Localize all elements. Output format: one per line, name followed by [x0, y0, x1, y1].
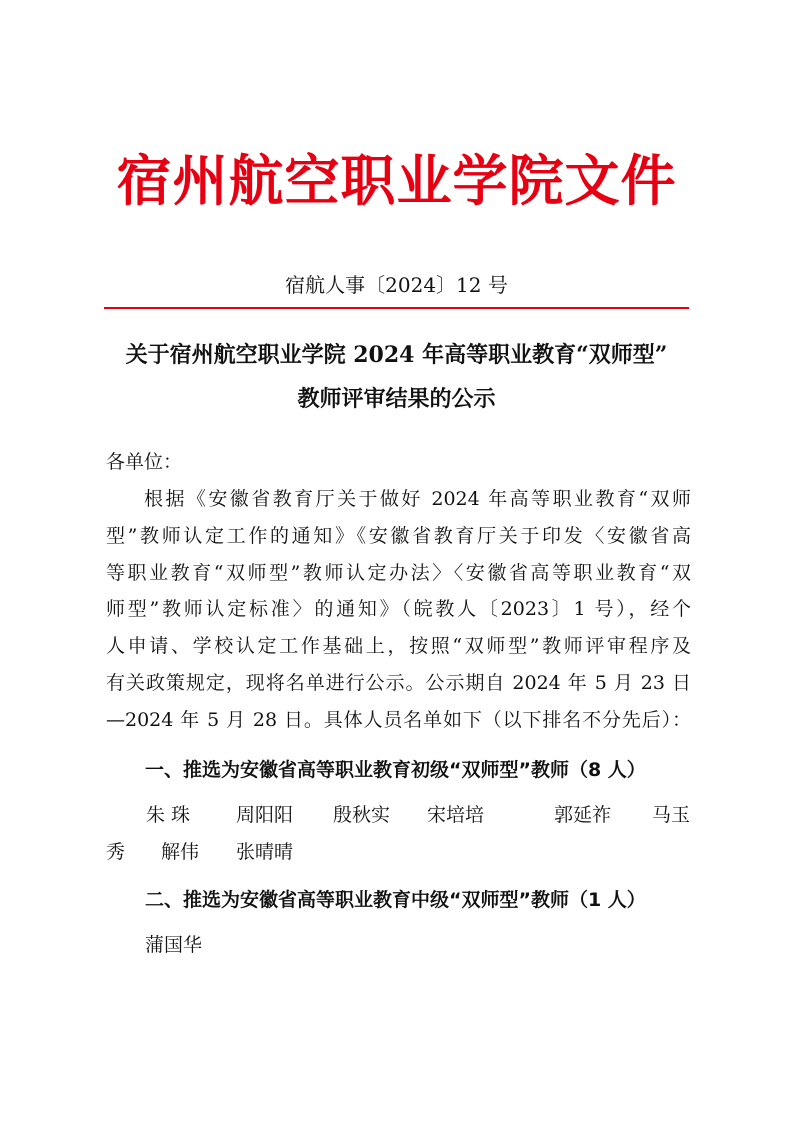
paragraph-line: 型”教师认定工作的通知》《安徽省教育厅关于印发〈安徽省高 [106, 524, 691, 547]
teacher-name: 宋培培 [427, 804, 485, 826]
masthead-title: 宿州航空职业学院文件 [116, 148, 677, 213]
teacher-name: 殷秋实 [333, 804, 391, 826]
teacher-name: 张晴晴 [236, 841, 294, 863]
document-number: 宿航人事〔2024〕12 号 [285, 273, 508, 297]
paragraph-line: 根据《安徽省教育厅关于做好 2024 年高等职业教育“双师 [144, 488, 691, 510]
teacher-name: 解伟 [161, 841, 200, 863]
title-line-1: 关于宿州航空职业学院 2024 年高等职业教育“双师型” [125, 342, 668, 368]
document-title [80, 333, 713, 421]
teacher-name: 秀 [106, 841, 126, 863]
paragraph-line: 等职业教育“双师型”教师认定办法〉〈安徽省高等职业教育“双 [106, 561, 691, 584]
paragraph-line: 人申请、学校认定工作基础上，按照“双师型”教师评审程序及 [106, 635, 691, 658]
teacher-name: 朱 珠 [146, 804, 191, 826]
name-list-row-2 [0, 836, 793, 868]
teacher-name: 马玉 [652, 804, 691, 826]
name-list-row-1 [0, 799, 793, 831]
teacher-name: 郭延祚 [554, 804, 612, 826]
paragraph-line: 有关政策规定，现将名单进行公示。公示期自 2024 年 5 月 23 日 [106, 671, 691, 694]
name-list-intermediate [145, 929, 202, 961]
paragraph-line: 师型”教师认定标准〉的通知》（皖教人〔2023〕1 号），经个 [106, 598, 691, 621]
red-separator-line [104, 307, 689, 309]
salutation: 各单位： [106, 451, 183, 473]
title-line-2: 教师评审结果的公示 [297, 386, 496, 412]
body-paragraph [106, 481, 691, 739]
paragraph-line: —2024 年 5 月 28 日。具体人员名单如下（以下排名不分先后）： [106, 708, 691, 731]
teacher-name: 蒲国华 [145, 934, 203, 956]
teacher-name: 周阳阳 [236, 804, 294, 826]
section-heading-junior: 一、推选为安徽省高等职业教育初级“双师型”教师（8 人） [145, 759, 646, 781]
section-heading-intermediate: 二、推选为安徽省高等职业教育中级“双师型”教师（1 人） [145, 889, 646, 911]
